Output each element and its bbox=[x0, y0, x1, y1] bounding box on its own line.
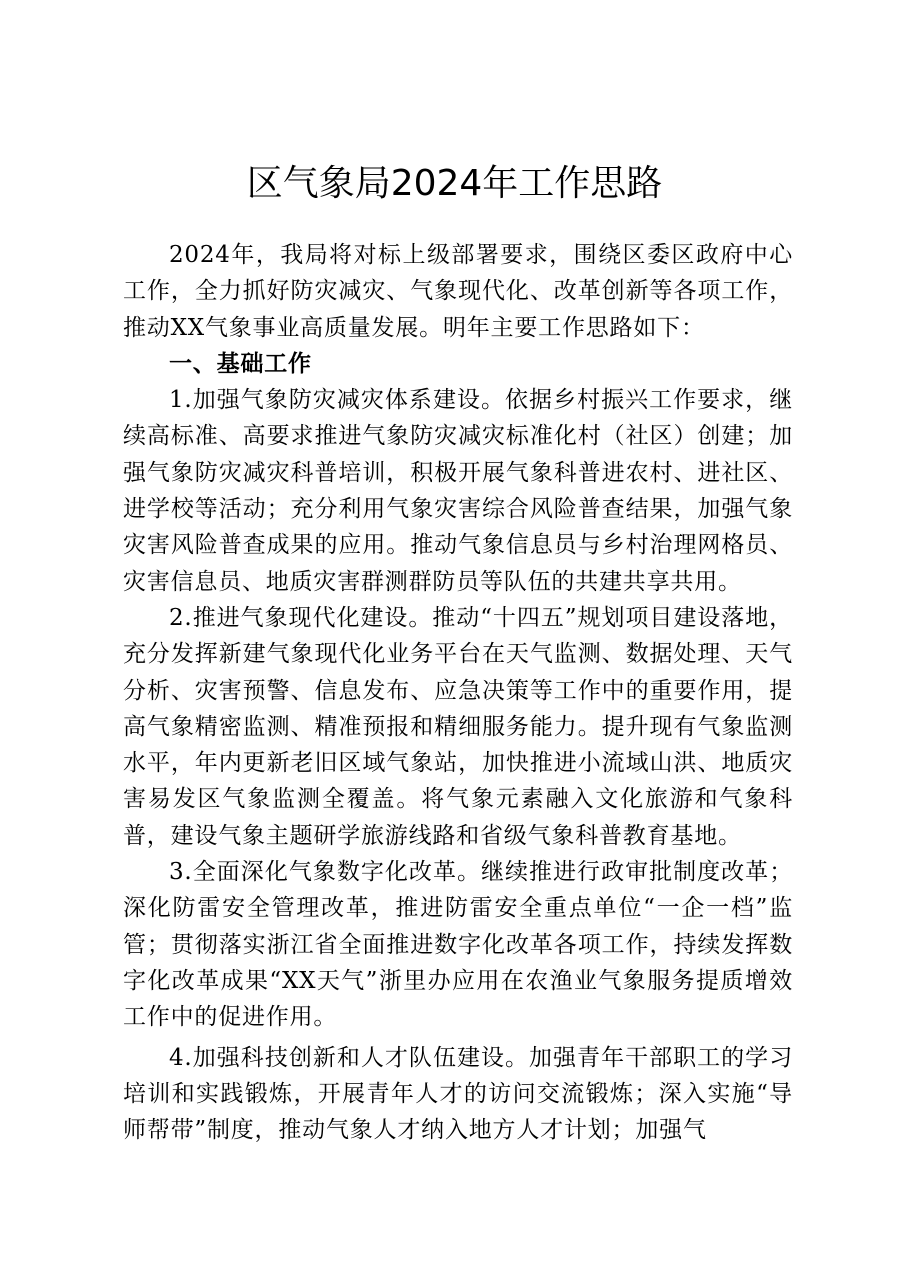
document-title: 区气象局2024年工作思路 bbox=[246, 163, 663, 204]
intro-paragraph: 2024年，我局将对标上级部署要求，围绕区委区政府中心工作，全力抓好防灾减灾、气象现代化、改革创新等各项工作，推动XX气象事业高质量发展。明年主要工作思路如下： bbox=[123, 242, 793, 341]
paragraph-talent-building: 4.加强科技创新和人才队伍建设。加强青年干部职工的学习培训和实践锻炼，开展青年人才的访问交流锻炼；深入实施“导师帮带”制度，推动气象人才纳入地方人才计划；加强气 bbox=[123, 1044, 793, 1144]
section-heading-basic-work: 一、基础工作 bbox=[169, 350, 312, 377]
paragraph-disaster-prevention: 1.加强气象防灾减灾体系建设。依据乡村振兴工作要求，继续高标准、高要求推进气象防灾减灾标准化村（社区）创建；加强气象防灾减灾科普培训，积极开展气象科普进农村、进社区、进学校等活动；充分利用气象灾害综合风险普查结果，加强气象灾害风险普查成果的应用。推动气象信息员与乡村治理网格员、灾害信息员、地质灾害群测群防员等队伍的共建共享共用。 bbox=[123, 387, 793, 595]
document-body bbox=[123, 237, 793, 1148]
paragraph-modernization: 2.推进气象现代化建设。推动“十四五”规划项目建设落地，充分发挥新建气象现代化业务平台在天气监测、数据处理、天气分析、灾害预警、信息发布、应急决策等工作中的重要作用，提高气象精密监测、精准预报和精细服务能力。提升现有气象监测水平，年内更新老旧区域气象站，加快推进小流域山洪、地质灾害易发区气象监测全覆盖。将气象元素融入文化旅游和气象科普，建设气象主题研学旅游线路和省级气象科普教育基地。 bbox=[123, 604, 793, 849]
paragraph-digital-reform: 3.全面深化气象数字化改革。继续推进行政审批制度改革；深化防雷安全管理改革，推进防雷安全重点单位“一企一档”监管；贯彻落实浙江省全面推进数字化改革各项工作，持续发挥数字化改革成果“XX天气”浙里办应用在农渔业气象服务提质增效工作中的促进作用。 bbox=[123, 859, 793, 1031]
